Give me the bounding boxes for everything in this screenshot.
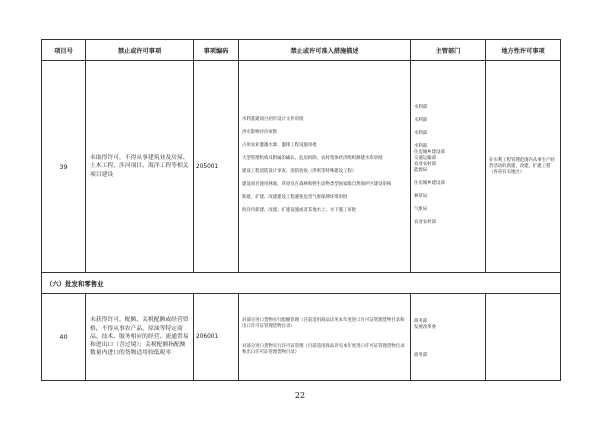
permit-table	[41, 39, 561, 381]
header-item-name: 禁止或许可事项	[86, 40, 194, 61]
item-name: 未获得许可，配额、关税配额或经营资格，不得从事农产品、原油等特定商品、技术、服务相应的经营、流通贸易和进出口（含过境）；关税配额指配额数量内进口的货物适用较低税率	[86, 294, 194, 381]
department-list	[411, 294, 486, 381]
section-title: （六）批发和零售业	[42, 273, 561, 294]
measure-list	[239, 61, 411, 273]
measure-text: 大型管理机构及附属的确认、危房拆除、农村集体经济组织修建水库审批	[242, 156, 383, 161]
department-text: 气象局	[414, 207, 428, 212]
department-list	[411, 61, 486, 273]
header-item-code: 事项编码	[194, 40, 239, 61]
local-permit: 在水利工程管理范围内从事生产经营活动的新建、改建、扩建工程（各省有关地区）	[486, 61, 561, 273]
department-text: 水利部	[414, 118, 428, 123]
measure-text: 海洋内新建、改建、扩建设施或者其他水上、水下施工审批	[242, 208, 357, 213]
item-code: 206001	[194, 294, 239, 381]
measure-text: 洪水影响评价审批	[242, 130, 278, 135]
header-item-number: 项目号	[42, 40, 86, 61]
page-number: 22	[294, 391, 306, 400]
section-row	[42, 273, 561, 294]
measure-text: 新建、扩建、改建建设工程避免危害气象探测环境审批	[242, 195, 348, 200]
item-code: 205001	[194, 61, 239, 273]
measure-text: 建设项目使用林地、草原及在森林和野生动物类型国家级自然保护区建设审核	[242, 182, 392, 187]
measure-text: 水利基建项目初步设计文件审批	[242, 117, 304, 122]
header-measure-description: 禁止或许可准入措施描述	[239, 40, 411, 61]
header-local-permit: 地方性许可事项	[486, 40, 561, 61]
item-number: 39	[42, 61, 86, 273]
department-text: 住房城乡建设部	[414, 181, 445, 186]
header-department: 主管部门	[411, 40, 486, 61]
department-text: 农业农村部	[414, 220, 436, 225]
department-text: 商务部	[414, 352, 428, 358]
table-row-39	[42, 61, 561, 273]
item-name: 未取得许可，不得从事建筑业及房屋、土木工程、涉河项目、海洋工程等相关项目建设	[86, 61, 194, 273]
department-text: 水利部	[414, 105, 428, 110]
measure-list	[239, 294, 411, 381]
measure-text: 对部分进口货物实行许可证管理（目前适用商品详见本年度进口许可证管理货物目录和出口许可证管理货物目录）	[242, 343, 405, 355]
measure-text: 对部分进口货物实行配额管理（目前适用商品详见本年度进口许可证管理货物目录和出口许可证管理货物目录）	[242, 317, 405, 329]
table-row-40	[42, 294, 561, 381]
local-permit	[486, 294, 561, 381]
department-text: 水利部	[414, 131, 428, 136]
measure-text: 占用农业灌溉水源、灌排工程设施审批	[242, 143, 317, 148]
department-text: 水利部 住房城乡建设部 交通运输部 农业农村部 能源局	[414, 144, 445, 173]
department-text: 林草局	[414, 194, 428, 199]
measure-text: 建设工程消防设计审查、消防验收（涉密等特殊建设工程）	[242, 169, 357, 174]
table-header-row	[42, 40, 561, 61]
department-text: 商务部 发展改革委	[414, 318, 436, 330]
item-number: 40	[42, 294, 86, 381]
